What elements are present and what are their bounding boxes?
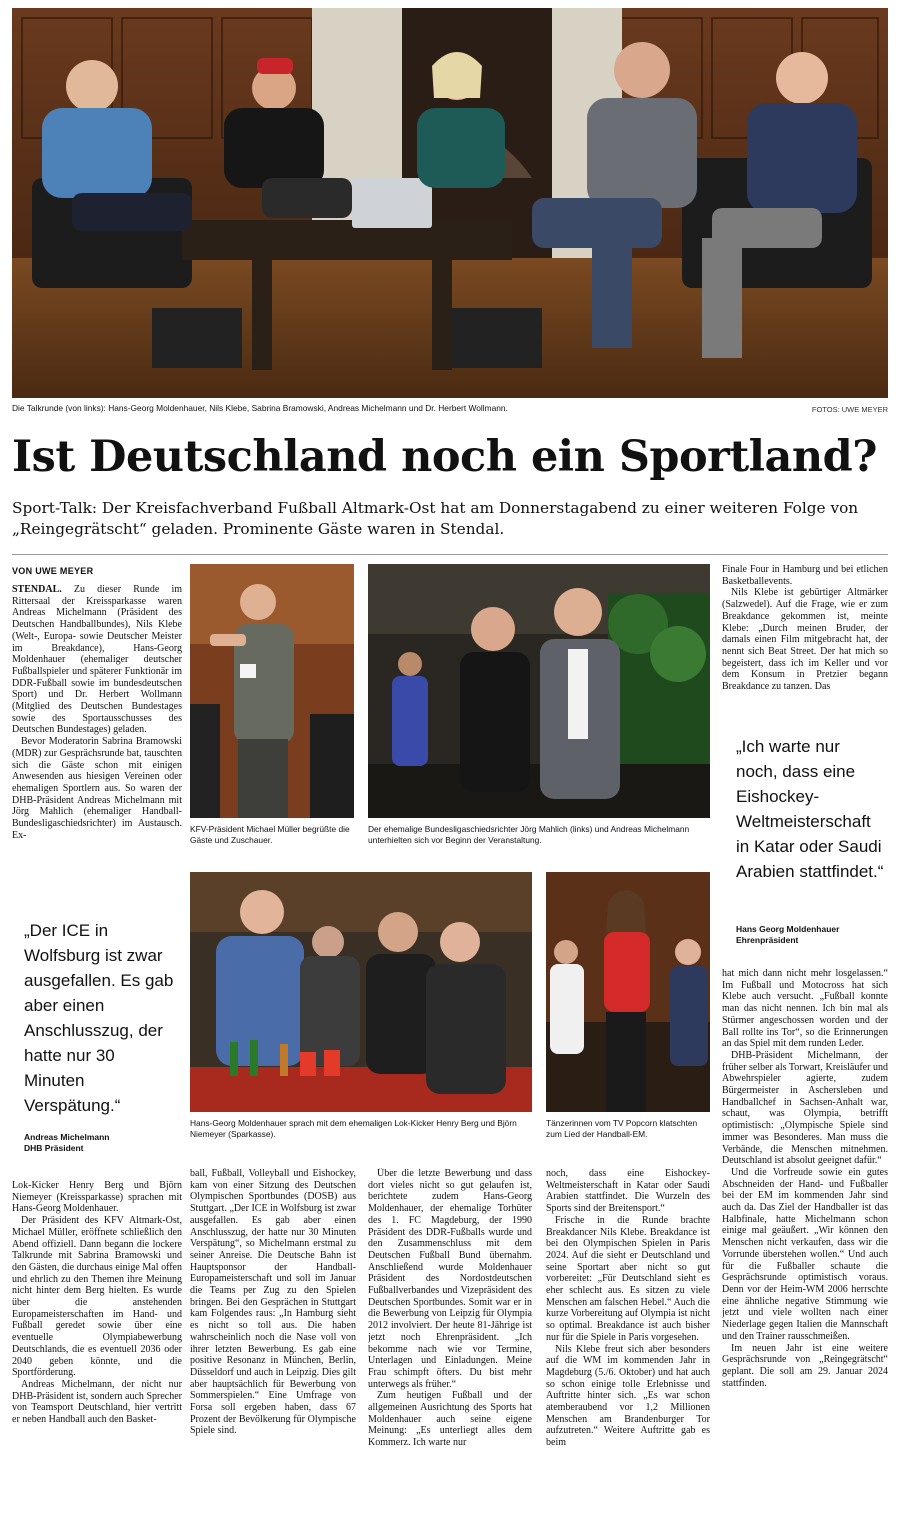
column-1-top	[12, 584, 182, 902]
paragraph: Über die letzte Bewerbung und dass dort vieles nicht so gut gelaufen ist, berichtete zudem Hans-Georg Moldenhauer, der ehemalige Torhüter des 1. FC Magdeburg, der 1990 Präsident des DDR-Fußballs wurde und den Zusammenschluss mit dem Deutschen Fußball Bund übernahm. Anschließend wurde Moldenhauer Präsident des Nordostdeutschen Fußballverbandes und Vizepräsident des Deutschen Sportbundes. Somit war er in die Bewerbung von Leipzig für Olympia 2012 involviert. Der heute 81-Jährige ist jetzt noch Ehrenpräsident. „Ich bekomme nach wie vor Termine, Unterlagen und Einladungen. Meine Frau schimpft öfters. Du bist mehr unterwegs als früher.“	[368, 1168, 532, 1390]
photo-moldenhauer-berg	[190, 872, 532, 1112]
photo-credit: FOTOS: UWE MEYER	[811, 405, 888, 414]
paragraph: Frische in die Runde brachte Breakdancer Nils Klebe. Breakdance ist bei den Olympischen Spielen in Paris 2024. Auf die sieht er Deutschland und seine Sportart aber nicht so gut vorbereitet: „Für Deutschland sieht es eher schlecht aus. Es sitzen zu viele Menschen am falschen Hebel.“ Auch die kurze Vorbereitung auf Olympia ist nicht so optimal. Breakdance ist auch bisher nur für die Spiele in Paris vorgesehen.	[546, 1214, 710, 1343]
paragraph: ball, Fußball, Volleyball und Eishockey, kam von einer Sitzung des Deutschen Olympischen Sportbundes (DOSB) aus Stuttgart. „Der ICE in Wolfsburg ist zwar ausgefallen. Es gab aber einen Anschlusszug, der hatte nur 30 Minuten Verspätung“, so Michelmann erstmal zu seiner Anreise. Die Deutsche Bahn ist Hauptsponsor der Handball-Europameisterschaft und soll im Januar die Teams per Zug zu den Spielen bringen. Bei den Gesprächen in Stuttgart kam Folgendes raus: „In Hamburg sieht es nicht so toll aus. Die haben wahrscheinlich noch die Nase voll von ihrer letzten Bewerbung. Es gab eine positive Resonanz in München, Berlin, Düsseldorf und auch in Leipzig. Dies gilt aber hauptsächlich für Bewerbung von Sommerspielen.“ Eine Umfrage von Forsa soll ergeben haben, dass 67 Prozent der Bevölkerung für Olympische Spiele sind.	[190, 1168, 356, 1437]
column-5-top	[722, 564, 888, 712]
quote-1-role: DHB Präsident	[24, 1143, 84, 1153]
paragraph: Der Präsident des KFV Altmark-Ost, Michael Müller, eröffnete schließlich den Abend offiziell. Dann begann die lockere Talkrunde mit Sabrina Bramowski und den Gästen, die durchaus einige Mal offen und ehrlich zu den Themen ihre Meinung nicht hinter dem Berg hielten. Es wurde über die anstehenden Europameisterschaften im Hand- und Fußball geredet sowie über eine eventuelle Olympiabewerbung Deutschlands, die es eventuell 2036 oder 2040 geben könnte, und die Sportförderung.	[12, 1215, 182, 1379]
column-5-bottom	[722, 968, 888, 1502]
paragraph: noch, dass eine Eishockey-Weltmeisterschaft in Katar oder Saudi Arabien stattfindet. Die Wurzeln des Sports sind der Breitensport.“	[546, 1168, 710, 1215]
paragraph: hat mich dann nicht mehr losgelassen.“ Im Fußball und Motocross hat sich Klebe auch versucht. „Fußball konnte man das nicht nennen. Ich bin mal als Stürmer angeschossen worden und der Ball rollte ins Tor“, so die Erinnerungen an das Spiel mit dem runden Leder.	[722, 968, 888, 1050]
paragraph: DHB-Präsident Michelmann, der früher selber als Torwart, Kreisläufer und Abwehrspieler agierte, zudem Bürgermeister in Aschersleben und Handballchef in Sachsen-Anhalt war, schaut, was Olympia, betrifft optimistisch: „Olympische Spiele sind immer was Besonderes. Man muss die Verbände, die Menschen mitnehmen. Deutschland ist absolut geeignet dafür.“	[722, 1049, 888, 1167]
paragraph: Und die Vorfreude sowie ein gutes Abschneiden der Hand- und Fußballer bei der EM im kommenden Jahr sind auch da. Das Ziel der Handballer ist das Halbfinale, hatte Michelmann schon einige mal geäußert. „Wir können den Menschen nicht verkaufen, dass wir die Vorrunde überstehen wollen.“ Und auch für die Fußballer schaute die Gesprächsrunde optimistisch voraus. Denn vor der Heim-WM 2006 herrschte eine ähnliche negative Stimmung wie jetzt und viele wollten nach einer Niederlage gegen Italien die Mannschaft und den Trainer rausschmeißen.	[722, 1166, 888, 1342]
hero-caption: Die Talkrunde (von links): Hans-Georg Moldenhauer, Nils Klebe, Sabrina Bramowski, Andreas Michelmann und Dr. Herbert Wollmann.	[12, 403, 508, 413]
photo-michael-mueller	[190, 564, 354, 818]
quote-2-author: Hans Georg Moldenhauer	[736, 924, 840, 934]
talk-round-photo	[12, 8, 888, 398]
pull-quote-2: „Ich warte nur noch, dass eine Eishockey-Weltmeisterschaft in Katar oder Saudi Arabien stattfindet.“	[736, 737, 884, 881]
column-1-bottom	[12, 1180, 182, 1502]
headline: Ist Deutschland noch ein Sportland?	[12, 432, 877, 482]
column-4	[546, 1168, 710, 1502]
column-2	[190, 1168, 356, 1502]
byline: VON UWE MEYER	[12, 566, 94, 576]
divider	[12, 554, 888, 555]
hero-photo	[12, 8, 888, 398]
paragraph: Zum heutigen Fußball und der allgemeinen Ausrichtung des Sports hat Moldenhauer auch seine eigene Meinung: „Es unterliegt alles dem Kommerz. Ich warte nur	[368, 1390, 532, 1449]
paragraph: Im neuen Jahr ist eine weitere Gesprächsrunde von „Reingegrätscht“ geplant. Die soll am 29. Januar 2024 stattfinden.	[722, 1342, 888, 1389]
column-3	[368, 1168, 532, 1502]
paragraph: Lok-Kicker Henry Berg und Björn Niemeyer (Kreissparkasse) sprachen mit Hans-Georg Moldenhauer.	[12, 1180, 182, 1215]
paragraph: Nils Klebe ist gebürtiger Altmärker (Salzwedel). Auf die Frage, wie er zum Breakdance gekommen ist, meinte Klebe: „Durch meinen Bruder, der damals einen Film mitgebracht hat, der nennt sich Beat Street. Der hat mich so begeistert, dass ich im Keller und vor dem Konsum in Pretzier begann Breakdance zu tanzen. Das	[722, 587, 888, 693]
paragraph: Bevor Moderatorin Sabrina Bramowski (MDR) zur Gesprächsrunde bat, tauschten sich die Gäste schon mit einigen Anwesenden aus hiesigen Vereinen oder ehemaligen Sportlern aus. So waren der DHB-Präsident Andreas Michelmann mit Jörg Mahlich (ehemaliger Handball-Bundesligaschiedsrichter) im Austausch. Ex-	[12, 736, 182, 841]
dateline: STENDAL.	[12, 584, 62, 595]
quote-2-role: Ehrenpräsident	[736, 935, 799, 945]
paragraph: Finale Four in Hamburg und bei etlichen Basketballevents.	[722, 564, 888, 587]
photo-1-caption: KFV-Präsident Michael Müller begrüßte die Gäste und Zuschauer.	[190, 824, 350, 845]
photo-4-caption: Tänzerinnen vom TV Popcorn klatschten zum Lied der Handball-EM.	[546, 1118, 698, 1139]
paragraph: Andreas Michelmann, der nicht nur DHB-Präsident ist, sondern auch Sprecher von Teamsport Deutschland, hier vertritt er neben Handball auch den Basket-	[12, 1378, 182, 1426]
paragraph: Zu dieser Runde im Rittersaal der Kreissparkasse waren Andreas Michelmann (Präsident des Deutschen Handballbundes), Nils Klebe (Welt-, Europa- sowie Deutscher Meister im Breakdance), Hans-Georg Moldenhauer (ehemaliger deutscher Fußballspieler und späterer Funktionär im DDR-Fußball sowie im bundesdeutschen Sport) und Dr. Herbert Wollmann (Mitglied des Deutschen Bundestages sowie des Sportausschusses des Deutschen Bundestages) geladen.	[12, 584, 182, 736]
photo-3-caption: Hans-Georg Moldenhauer sprach mit dem ehemaligen Lok-Kicker Henry Berg und Björn Niemeyer (Sparkasse).	[190, 1118, 517, 1139]
paragraph: Nils Klebe freut sich aber besonders auf die WM im kommenden Jahr in Magdeburg (5./6. Oktober) und hat auch so schon einige tolle Erlebnisse und Auftritte hinter sich. „Es war schon atemberaubend vor 1,2 Millionen Menschen am Brandenburger Tor aufzutreten.“ Weitere Auftritte gab es beim	[546, 1343, 710, 1449]
quote-1-author: Andreas Michelmann	[24, 1132, 110, 1142]
photo-popcorn-dancers	[546, 872, 710, 1112]
photo-2-caption: Der ehemalige Bundesligaschiedsrichter Jörg Mahlich (links) und Andreas Michelmann unterhielten sich vor Beginn der Veranstaltung.	[368, 824, 690, 845]
subheadline: Sport-Talk: Der Kreisfachverband Fußball Altmark-Ost hat am Donnerstagabend zu einer weiteren Folge von „Reingegrätscht“ geladen. Prominente Gäste waren in Stendal.	[12, 499, 859, 538]
pull-quote-1: „Der ICE in Wolfsburg ist zwar ausgefallen. Es gab aber einen Anschlusszug, der hatte nur 30 Minuten Verspätung.“	[24, 921, 174, 1115]
photo-mahlich-michelmann	[368, 564, 710, 818]
